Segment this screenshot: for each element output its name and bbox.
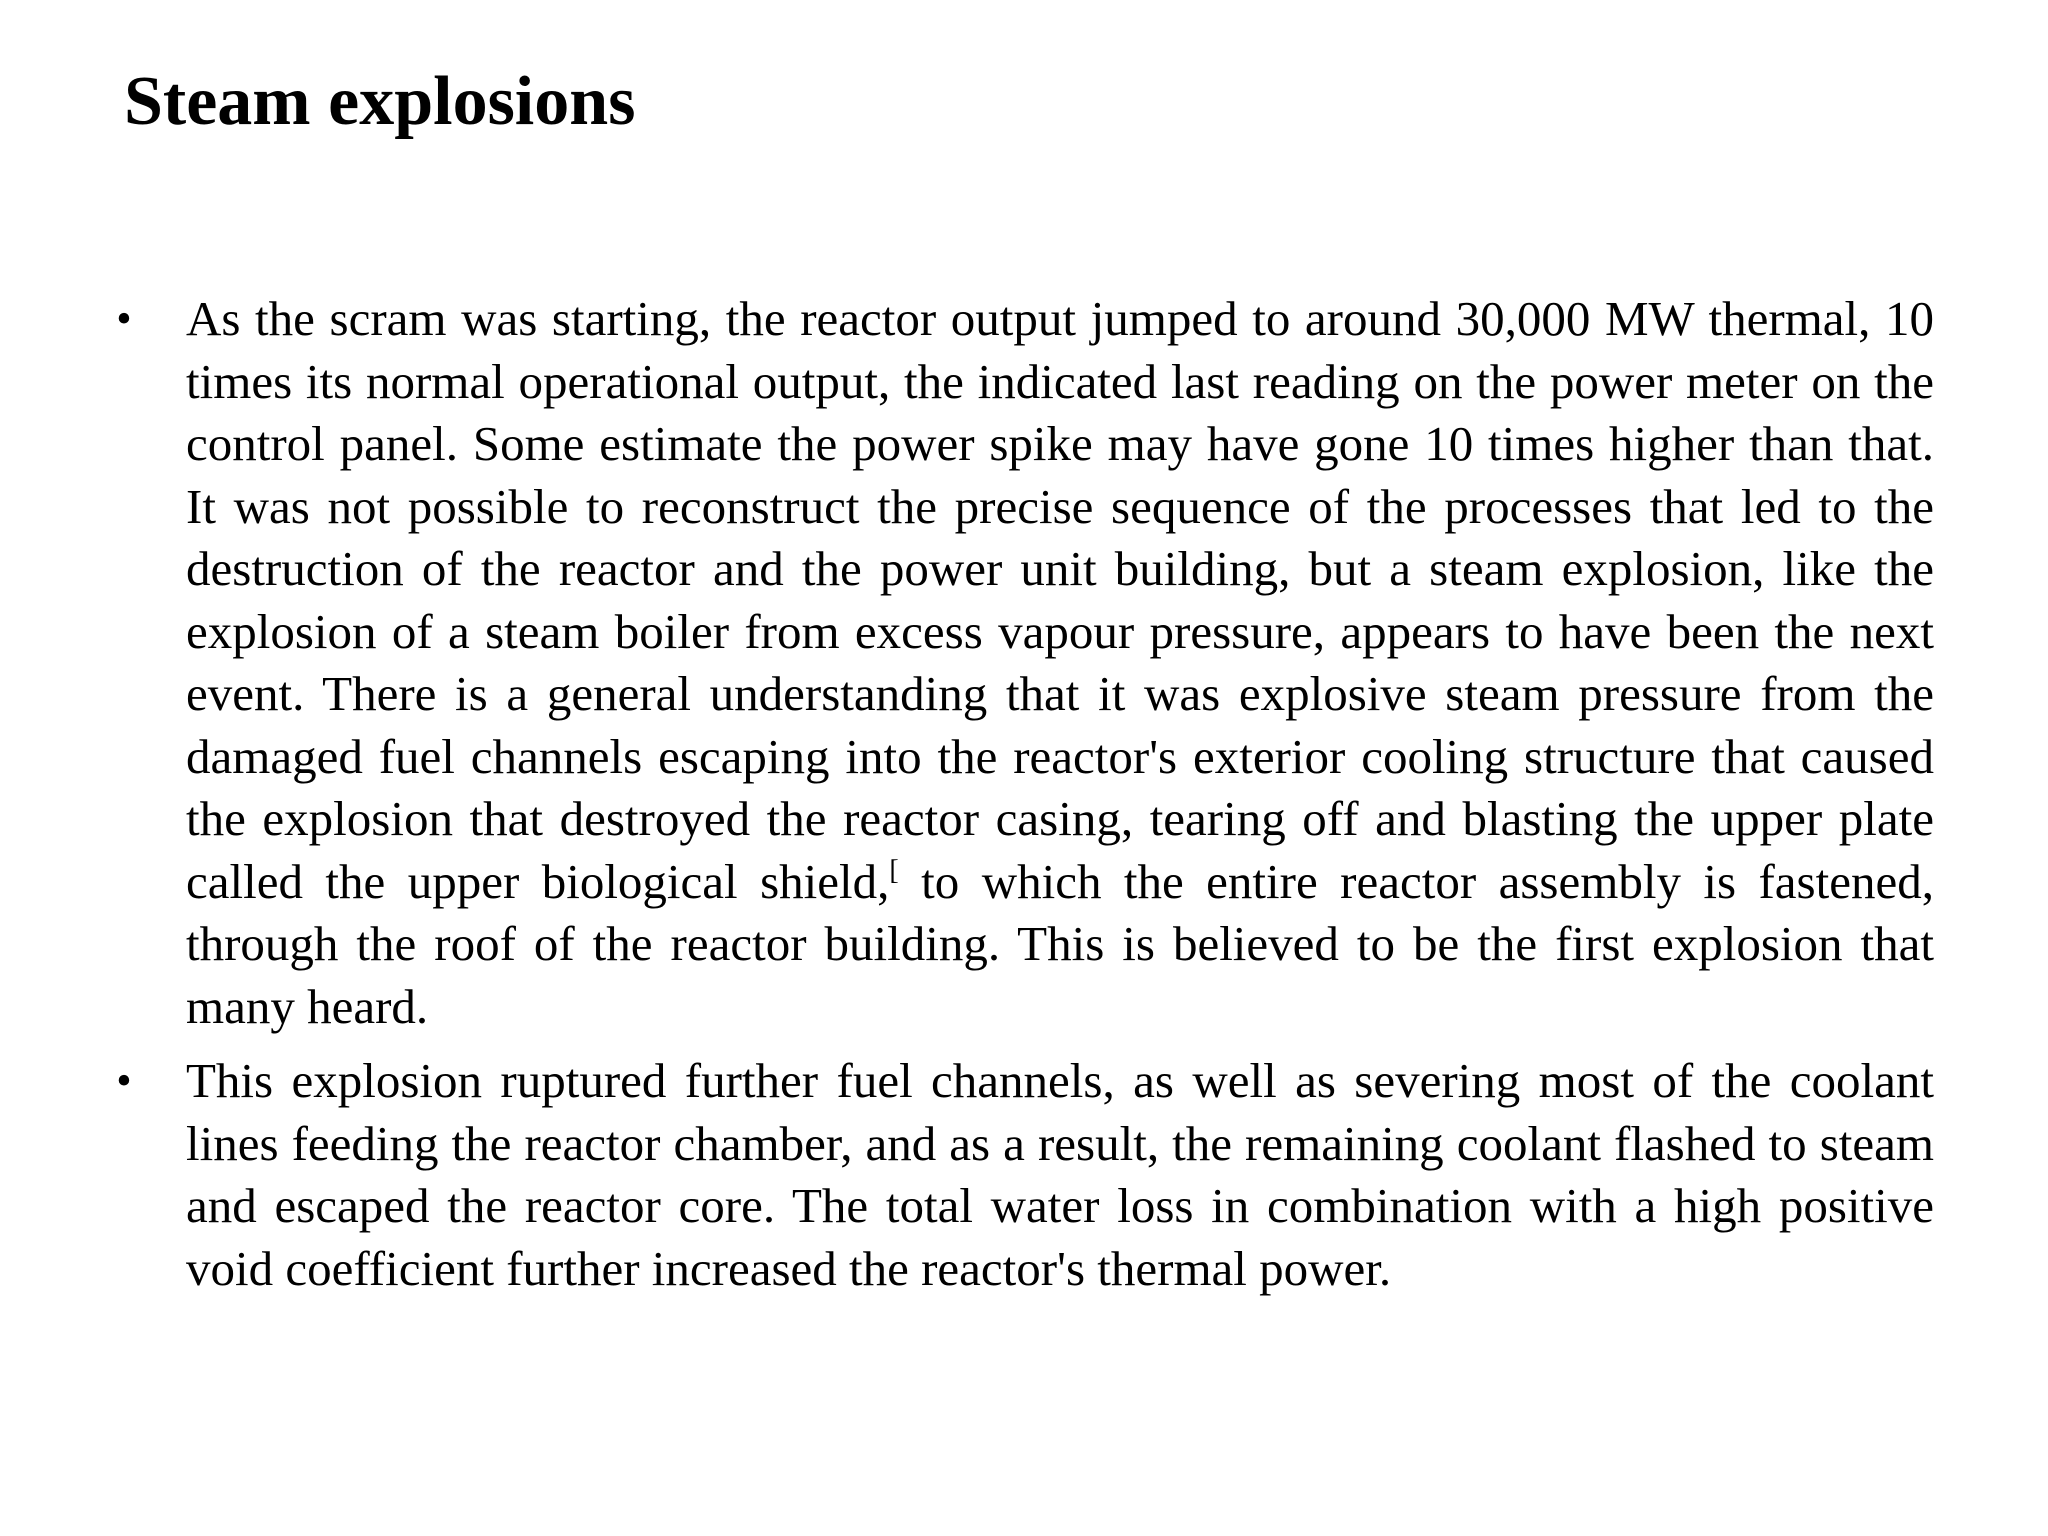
bullet-marker: • xyxy=(116,1056,132,1105)
bullet-text-part-2: to which the entire reactor assembly is fastened, through the roof of the reactor building. This is believed to be the first explosion that many heard. xyxy=(186,853,1934,1034)
bullet-text: This explosion ruptured further fuel channels, as well as severing most of the coolant lines feeding the reactor chamber, and as a result, the remaining coolant flashed to steam and escaped the reactor core. The total water loss in combination with a high positive void coefficient further increased the reactor's thermal power. xyxy=(186,1053,1934,1296)
bullet-item-steam-explosion xyxy=(104,288,1934,1038)
slide-title: Steam explosions xyxy=(124,63,636,140)
citation-mark: [ xyxy=(889,854,899,886)
bullet-text xyxy=(186,288,1934,1038)
bullet-text-part-1: As the scram was starting, the reactor output jumped to around 30,000 MW thermal, 10 times its normal operational output, the indicated last reading on the power meter on the control panel. Some estimate the power spike may have gone 10 times higher than that. It was not possible to reconstruct the precise sequence of the processes that led to the destruction of the reactor and the power unit building, but a steam explosion, like the explosion of a steam boiler from excess vapour pressure, appears to have been the next event. There is a general understanding that it was explosive steam pressure from the damaged fuel channels escaping into the reactor's exterior cooling structure that caused the explosion that destroyed the reactor casing, tearing off and blasting the upper plate called the upper biological shield, xyxy=(186,291,1934,909)
bullet-marker: • xyxy=(116,294,132,343)
bullet-item-fuel-channels xyxy=(104,1050,1934,1300)
bullet-list xyxy=(104,288,1934,1312)
